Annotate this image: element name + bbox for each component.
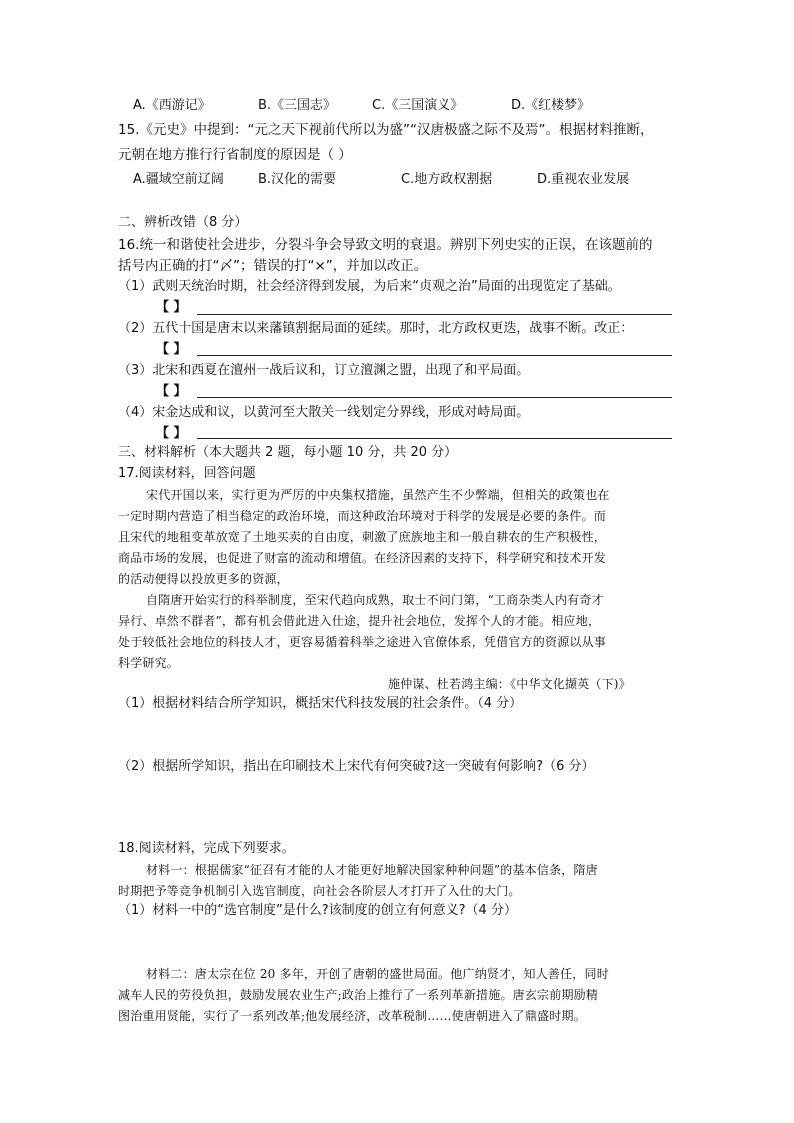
q17-material-line: 一定时期内营造了相当稳定的政治环境，而这种政治环境对于科学的发展是必要的条件。而 [118,509,607,523]
q15-stem-line1: 15.《元史》中提到：“元之天下视前代所以为盛”“汉唐极盛之际不及焉”。根据材料推断， [118,122,654,138]
q14-option-a: A.《西游记》 [133,98,211,113]
q17-material-line: 商品市场的发展，也促进了财富的流动和增值。在经济因素的支持下，科学研究和技术开发 [118,551,607,565]
q15-option-b: B.汉化的需要 [258,172,337,187]
q15-stem-line2: 元朝在地方推行行省制度的原因是（ ） [118,147,352,163]
q17-material-line: 处于较低社会地位的科技人才，更容易循着科举之途进入官僚体系，凭借官方的资源以从事 [118,635,607,649]
q16-item-3-bracket[interactable]: 【 】 [156,384,187,399]
q16-item-2: （2）五代十国是唐末以来藩镇割据局面的延续。那时，北方政权更迭，战事不断。改正： [118,321,634,336]
q16-item-4: （4）宋金达成和议，以黄河至大散关一线划定分界线，形成对峙局面。 [118,405,530,420]
q16-item-4-answer-line[interactable] [197,438,672,439]
q18-material1-line: 材料一：根据儒家“征召有才能的人才能更好地解决国家种种问题”的基本信条，隋唐 [146,863,598,877]
q16-item-2-bracket[interactable]: 【 】 [156,342,187,357]
q16-item-3-answer-line[interactable] [197,397,672,398]
q14-option-c: C.《三国演义》 [372,98,464,113]
q17-material-line: 自隋唐开始实行的科举制度，至宋代趋向成熟，取士不问门第，“工商杂类人内有奇才 [146,593,604,607]
q17-material-line: 异行、卓然不群者”，都有机会借此进入仕途，提升社会地位，发挥个人的才能。相应地， [118,614,601,628]
q16-item-4-bracket[interactable]: 【 】 [156,426,187,441]
q14-option-b: B.《三国志》 [258,98,337,113]
q16-item-2-answer-line[interactable] [197,355,672,356]
q16-item-1: （1）武则天统治时期，社会经济得到发展，为后来“贞观之治”局面的出现览定了基础。 [118,279,621,294]
q17-subquestion-1: （1）根据材料结合所学知识，概括宋代科技发展的社会条件。（4 分） [118,696,523,711]
q18-material2-line: 材料二：唐太宗在位 20 多年，开创了唐朝的盛世局面。他广纳贤才，知人善任，同时 [146,967,609,981]
q16-stem-line1: 16.统一和谐使社会进步，分裂斗争会导致文明的衰退。辨别下列史实的正误，在该题前的 [118,237,653,253]
section3-heading: 三、材料解析（本大题共 2 题，每小题 10 分，共 20 分） [118,445,458,460]
q16-item-3: （3）北宋和西夏在澶州一战后议和，订立澶渊之盟，出现了和平局面。 [118,363,530,378]
q17-material-line: 且宋代的地租变革放宽了土地买卖的自由度，刺激了庶族地主和一般自耕农的生产积极性， [118,530,607,544]
q16-item-1-answer-line[interactable] [197,314,672,315]
section2-heading: 二、辨析改错（8 分） [118,215,248,230]
q15-option-d: D.重视农业发展 [537,172,630,187]
q16-item-1-bracket[interactable]: 【 】 [156,300,187,315]
q14-option-d: D.《红楼梦》 [511,98,591,113]
q17-subquestion-2: （2）根据所学知识，指出在印刷技术上宋代有何突破?这一突破有何影响?（6 分） [118,759,595,774]
q16-stem-line2: 括号内正确的打“〆”；错误的打“×”，并加以改正。 [118,258,428,274]
q18-title: 18.阅读材料，完成下列要求。 [118,841,295,856]
q15-option-c: C.地方政权割据 [401,172,493,187]
q18-material1-line: 时期把予等竞争机制引入选官制度，向社会各阶层人才打开了入仕的大门。 [118,884,521,898]
q17-material-line: 科学研究。 [118,656,180,670]
q18-material2-line: 图治重用贤能，实行了一系列改革;他发展经济，改革税制……使唐朝进入了鼎盛时期。 [118,1009,586,1023]
q17-material-line: 宋代开国以来，实行更为严厉的中央集权措施，虽然产生不少弊端，但相关的政策也在 [146,488,610,502]
q18-subquestion-1: （1）材料一中的“选官制度”是什么?该制度的创立有何意义?（4 分） [118,903,517,918]
q17-source: 施仲谋、杜若鸿主编：《中华文化撷英（下)》 [388,677,631,691]
q15-option-a: A.疆域空前辽阔 [133,172,224,187]
q17-title: 17.阅读材料，回答问题 [118,466,256,481]
q17-material-line: 的活动便得以投放更多的资源， [118,572,289,586]
q18-material2-line: 减车人民的劳役负担，鼓励发展农业生产;政治上推行了一系列革新措施。唐玄宗前期励精 [118,988,599,1002]
